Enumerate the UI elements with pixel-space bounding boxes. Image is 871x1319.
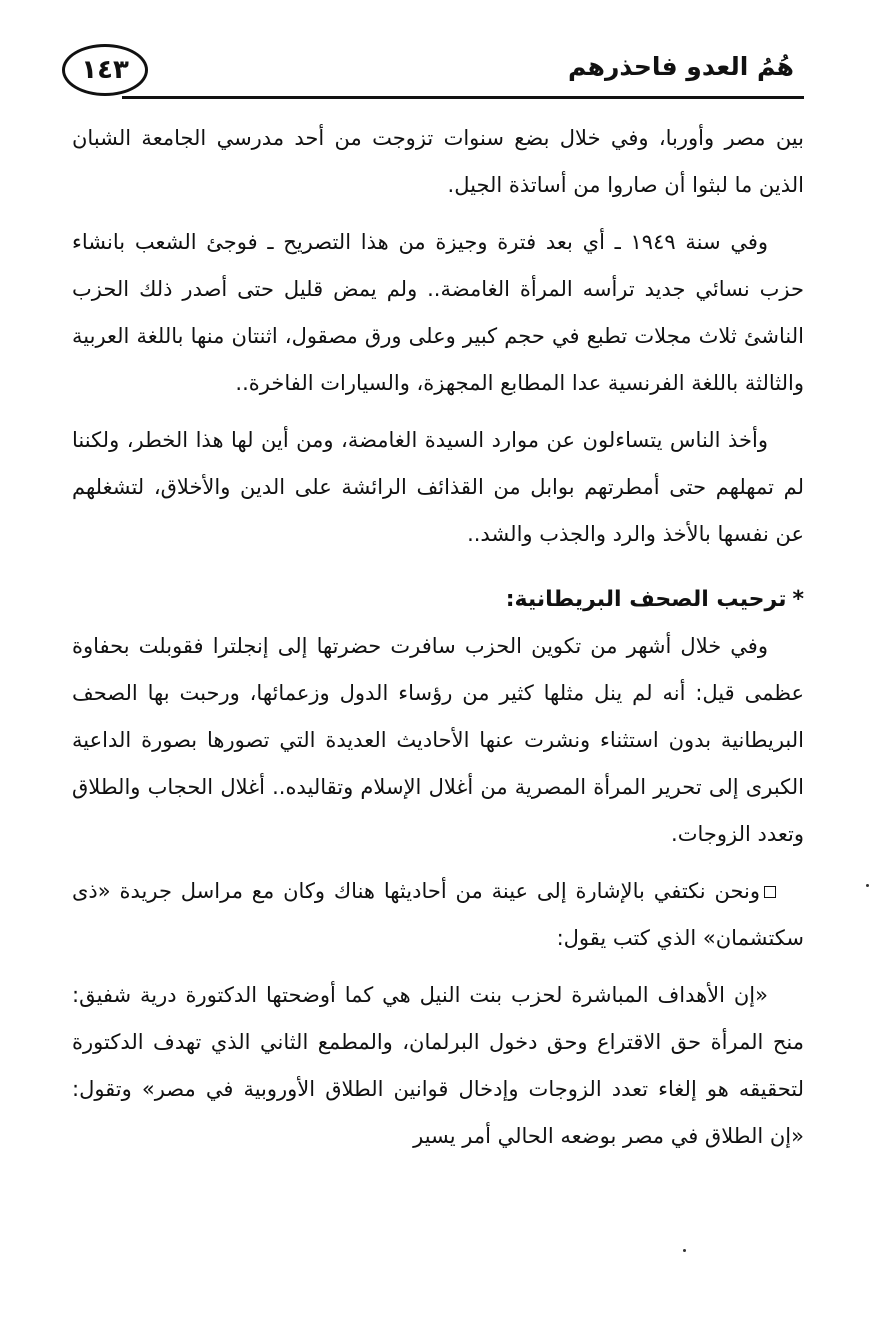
box-marker-icon [764, 886, 776, 898]
section-heading [72, 576, 804, 623]
paragraph-5-text: ونحن نكتفي بالإشارة إلى عينة من أحاديثها هناك وكان مع مراسل جريدة «ذى سكتشمان» الذي كتب يقول: [72, 879, 804, 950]
page-number: ١٤٣ [62, 44, 148, 96]
section-heading-text: ترحيب الصحف البريطانية: [505, 587, 787, 612]
paragraph-2: وفي سنة ١٩٤٩ ـ أي بعد فترة وجيزة من هذا التصريح ـ فوجئ الشعب بانشاء حزب نسائي جديد ترأسه المرأة الغامضة.. ولم يمض قليل حتى أصدر ذلك الحزب الناشئ ثلاث مجلات تطبع في حجم كبير وعلى ورق مصقول، اثنتان منها باللغة العربية والثالثة باللغة الفرنسية عدا المطابع المجهزة، والسيارات الفاخرة.. [72, 230, 804, 395]
scan-speck [866, 884, 869, 887]
header-rule [122, 96, 804, 99]
asterisk-icon: * [792, 587, 804, 612]
page-body [72, 115, 804, 1160]
paragraph-4: وفي خلال أشهر من تكوين الحزب سافرت حضرتها إلى إنجلترا فقوبلت بحفاوة عظمى قيل: أنه لم ينل مثلها كثير من رؤساء الدول وزعمائها، ورحبت بها الصحف البريطانية بدون استثناء ونشرت عنها الأحاديث العديدة التي تصورها بصورة الداعية الكبرى إلى تحرير المرأة المصرية من أغلال الإسلام وتقاليده.. أغلال الحجاب والطلاق وتعدد الزوجات. [72, 634, 804, 846]
paragraph-6: «إن الأهداف المباشرة لحزب بنت النيل هي كما أوضحتها الدكتورة درية شفيق: منح المرأة حق الاقتراع وحق دخول البرلمان، والمطمع الثاني الذي تهدف الدكتورة لتحقيقه هو إلغاء تعدد الزوجات وإدخال قوانين الطلاق الأوروبية في مصر» وتقول: «إن الطلاق في مصر بوضعه الحالي أمر يسير [72, 983, 804, 1148]
running-title: هُمُ العدو فاحذرهم [568, 52, 794, 81]
paragraph-5 [72, 868, 804, 962]
scan-speck [683, 1249, 686, 1252]
page-header [62, 40, 802, 104]
paragraph-1: بين مصر وأوربا، وفي خلال بضع سنوات تزوجت من أحد مدرسي الجامعة الشبان الذين ما لبثوا أن صاروا من أساتذة الجيل. [72, 126, 804, 197]
paragraph-3: وأخذ الناس يتساءلون عن موارد السيدة الغامضة، ومن أين لها هذا الخطر، ولكننا لم تمهلهم حتى أمطرتهم بوابل من القذائف الرائشة على الدين والأخلاق، لتشغلهم عن نفسها بالأخذ والرد والجذب والشد.. [72, 428, 804, 546]
